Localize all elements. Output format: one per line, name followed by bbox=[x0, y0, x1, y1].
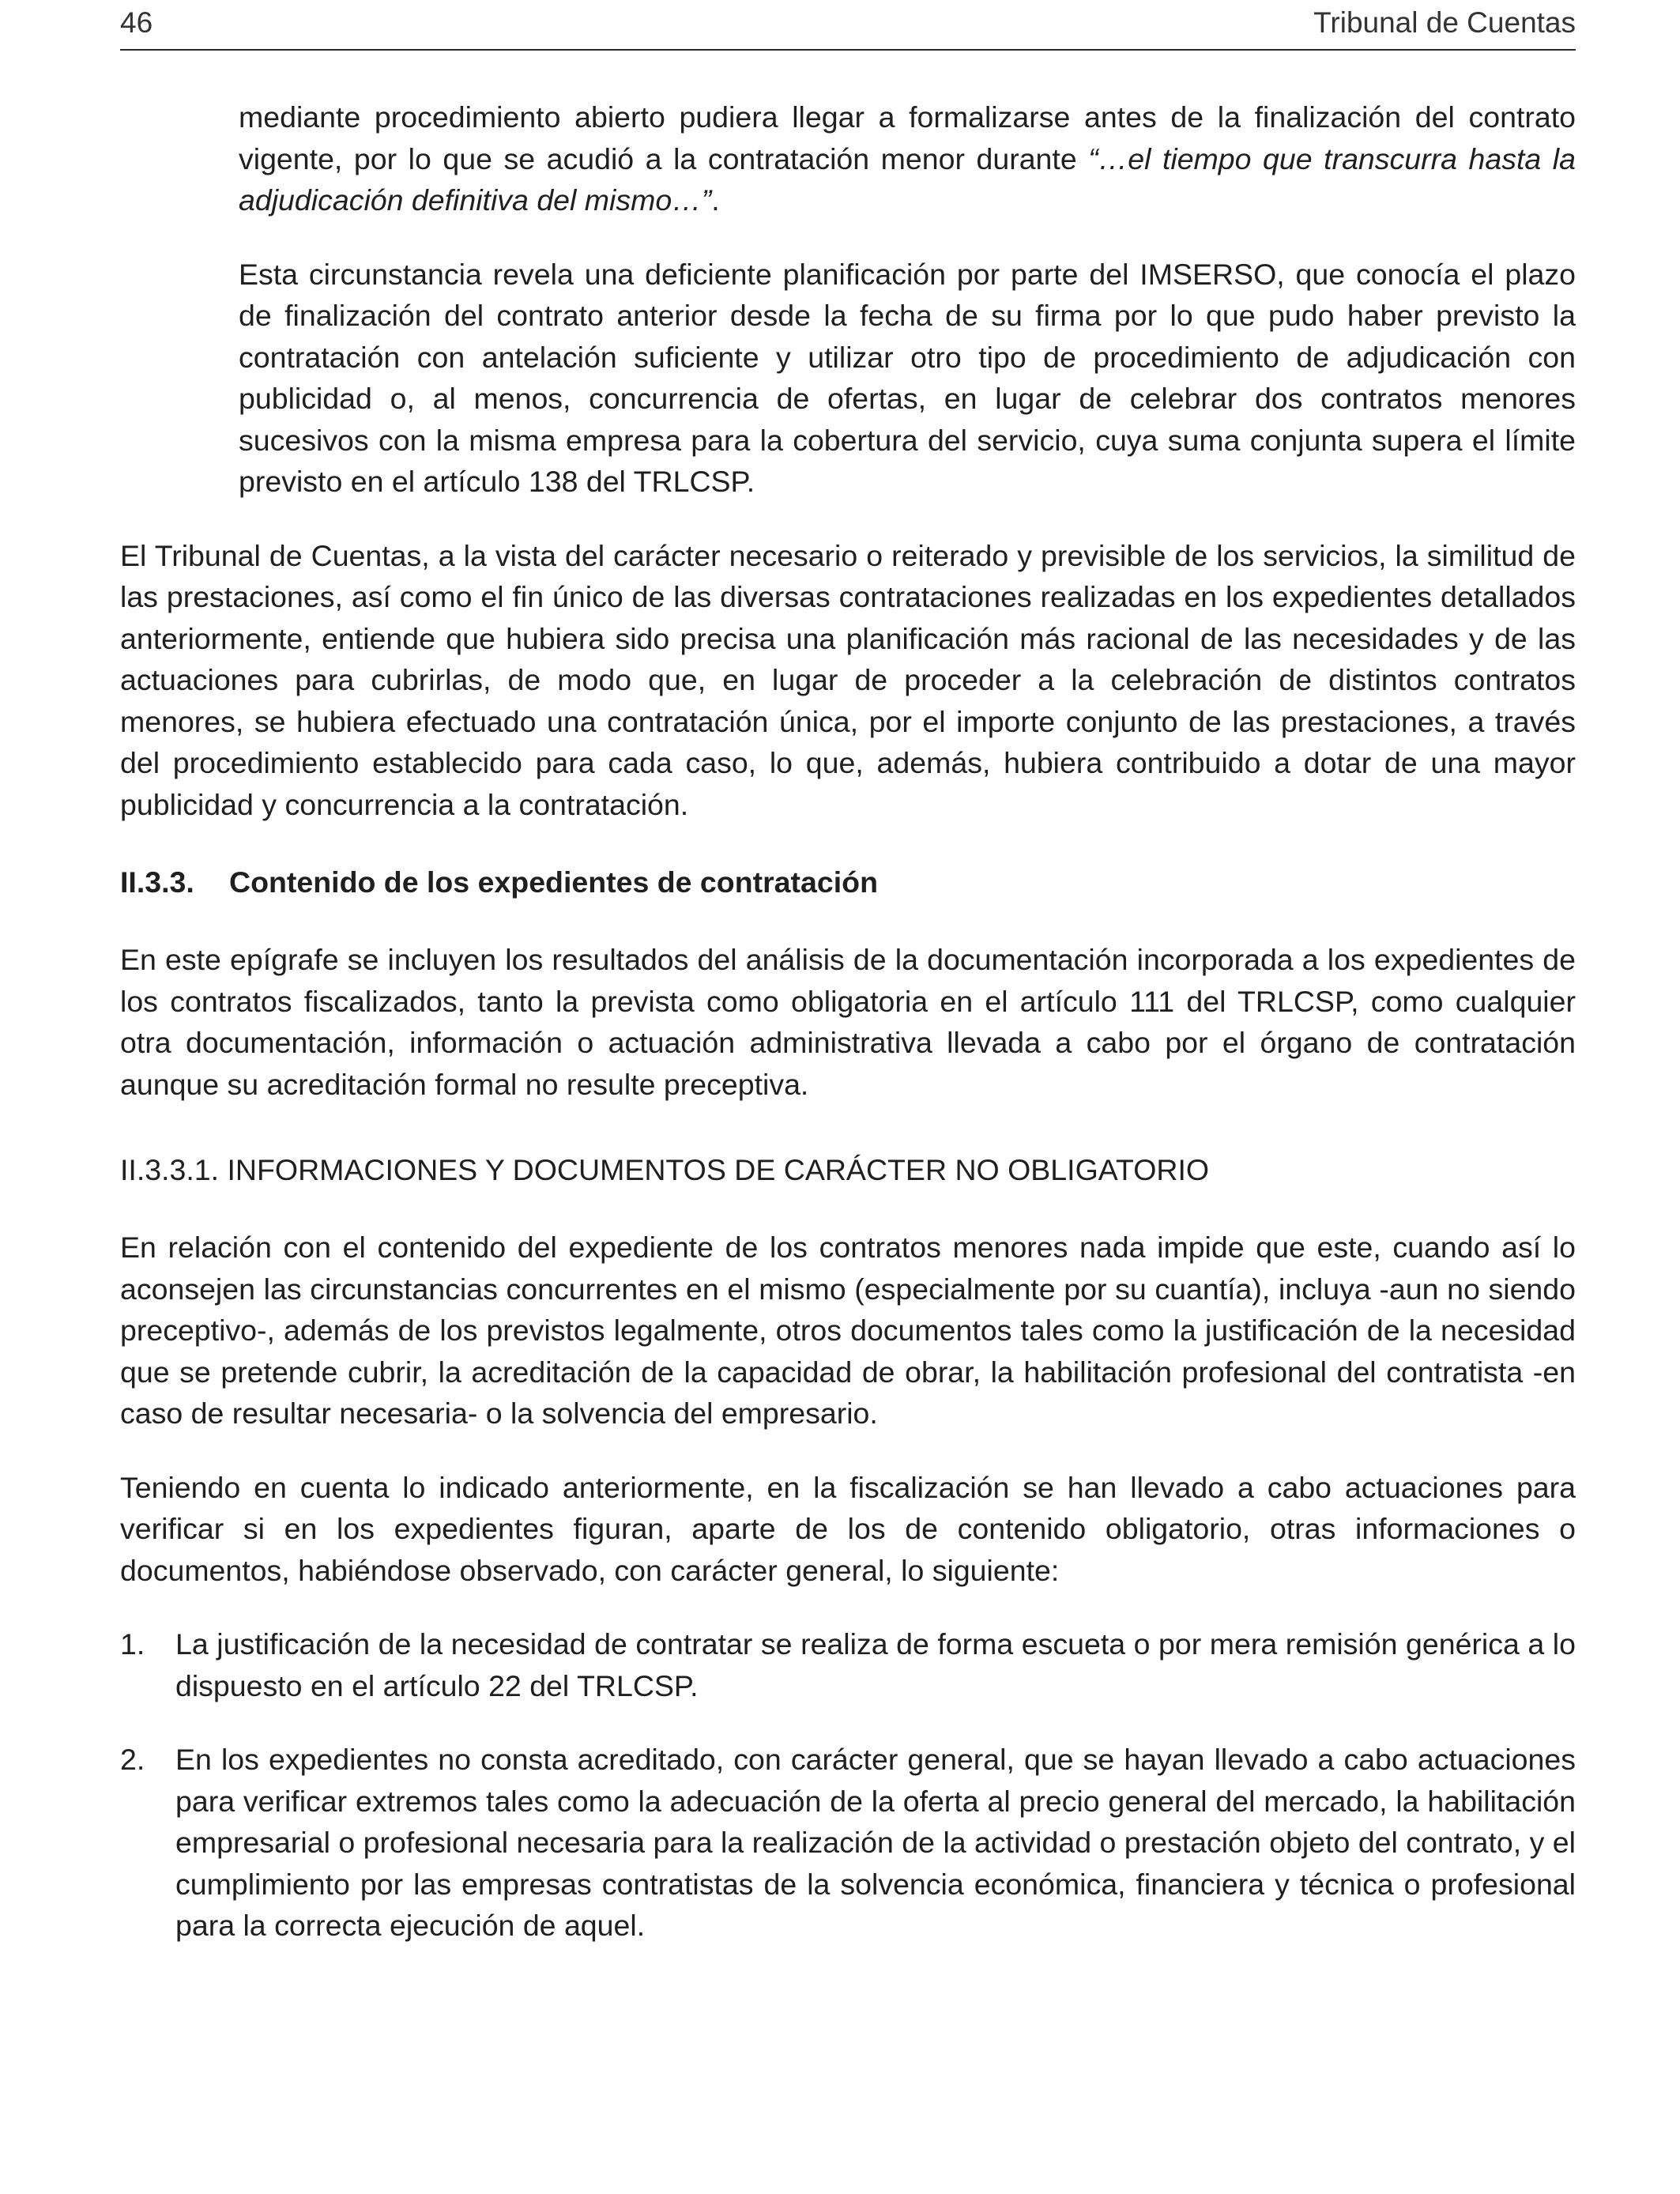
list-item-text: En los expedientes no consta acreditado, con carácter general, que se hayan llevado a cabo actuaciones para verificar extremos tales como la adecuación de la oferta al precio general del mercado, la habilitación empresarial o profesional necesaria para la realización de la actividad o prestación objeto del contrato, y el cumplimiento por las empresas contratistas de la solvencia económica, financiera y técnica o profesional para la correcta ejecución de aquel. bbox=[175, 1743, 1576, 1942]
quote-paragraph bbox=[239, 96, 1576, 221]
section-title: Contenido de los expedientes de contratación bbox=[229, 865, 878, 899]
findings-list bbox=[120, 1623, 1576, 1947]
list-item bbox=[120, 1739, 1576, 1947]
planning-paragraph: Esta circunstancia revela una deficiente planificación por parte del IMSERSO, que conocía el plazo de finalización del contrato anterior desde la fecha de su firma por lo que pudo haber previsto la contratación con antelación suficiente y utilizar otro tipo de procedimiento de adjudicación con publicidad o, al menos, concurrencia de ofertas, en lugar de celebrar dos contratos menores sucesivos con la misma empresa para la cobertura del servicio, cuya suma conjunta supera el límite previsto en el artículo 138 del TRLCSP. bbox=[239, 257, 1576, 498]
quote-paragraph-end: . bbox=[711, 183, 720, 217]
list-item-text: La justificación de la necesidad de contratar se realiza de forma escueta o por mera remisión genérica a lo dispuesto en el artículo 22 del TRLCSP. bbox=[175, 1627, 1576, 1702]
tribunal-paragraph: El Tribunal de Cuentas, a la vista del carácter necesario o reiterado y previsible de los servicios, la similitud de las prestaciones, así como el fin único de las diversas contrataciones realizadas en los expedientes detallados anteriormente, entiende que hubiera sido precisa una planificación más racional de las necesidades y de las actuaciones para cubrirlas, de modo que, en lugar de proceder a la celebración de distintos contratos menores, se hubiera efectuado una contratación única, por el importe conjunto de las prestaciones, a través del procedimiento establecido para cada caso, lo que, además, hubiera contribuido a dotar de una mayor publicidad y concurrencia a la contratación. bbox=[120, 538, 1576, 821]
running-title: Tribunal de Cuentas bbox=[1313, 6, 1576, 39]
quoted-excerpt: “…el tiempo que transcurra hasta la adjudicación definitiva del mismo…” bbox=[239, 141, 1576, 217]
section-heading bbox=[120, 861, 1576, 903]
subsection-paragraph-2: Teniendo en cuenta lo indicado anteriormente, en la fiscalización se han llevado a cabo actuaciones para verificar si en los expedientes figuran, aparte de los de contenido obligatorio, otras informaciones o documentos, habiéndose observado, con carácter general, lo siguiente: bbox=[120, 1470, 1576, 1587]
section-number: II.3.3. bbox=[120, 865, 194, 899]
quote-paragraph-text: mediante procedimiento abierto pudiera llegar a formalizarse antes de la finalización del contrato vigente, por lo que se acudió a la contratación menor durante bbox=[239, 100, 1576, 175]
list-item bbox=[120, 1623, 1576, 1706]
page-header bbox=[120, 0, 1576, 51]
list-marker: 1. bbox=[120, 1627, 145, 1661]
page-number: 46 bbox=[120, 6, 153, 39]
page-body bbox=[120, 96, 1576, 1947]
list-marker: 2. bbox=[120, 1743, 145, 1776]
subsection-paragraph-1: En relación con el contenido del expediente de los contratos menores nada impide que este, cuando así lo aconsejen las circunstancias concurrentes en el mismo (especialmente por su cuantía), incluya -aun no siendo preceptivo-, además de los previstos legalmente, otros documentos tales como la justificación de la necesidad que se pretende cubrir, la acreditación de la capacidad de obrar, la habilitación profesional del contratista -en caso de resultar necesaria- o la solvencia del empresario. bbox=[120, 1231, 1576, 1430]
subsection-heading: II.3.3.1. INFORMACIONES Y DOCUMENTOS DE CARÁCTER NO OBLIGATORIO bbox=[120, 1153, 1210, 1186]
section-intro-paragraph: En este epígrafe se incluyen los resultados del análisis de la documentación incorporada a los expedientes de los contratos fiscalizados, tanto la prevista como obligatoria en el artículo 111 del TRLCSP, como cualquier otra documentación, información o actuación administrativa llevada a cabo por el órgano de contratación aunque su acreditación formal no resulte preceptiva. bbox=[120, 943, 1576, 1101]
